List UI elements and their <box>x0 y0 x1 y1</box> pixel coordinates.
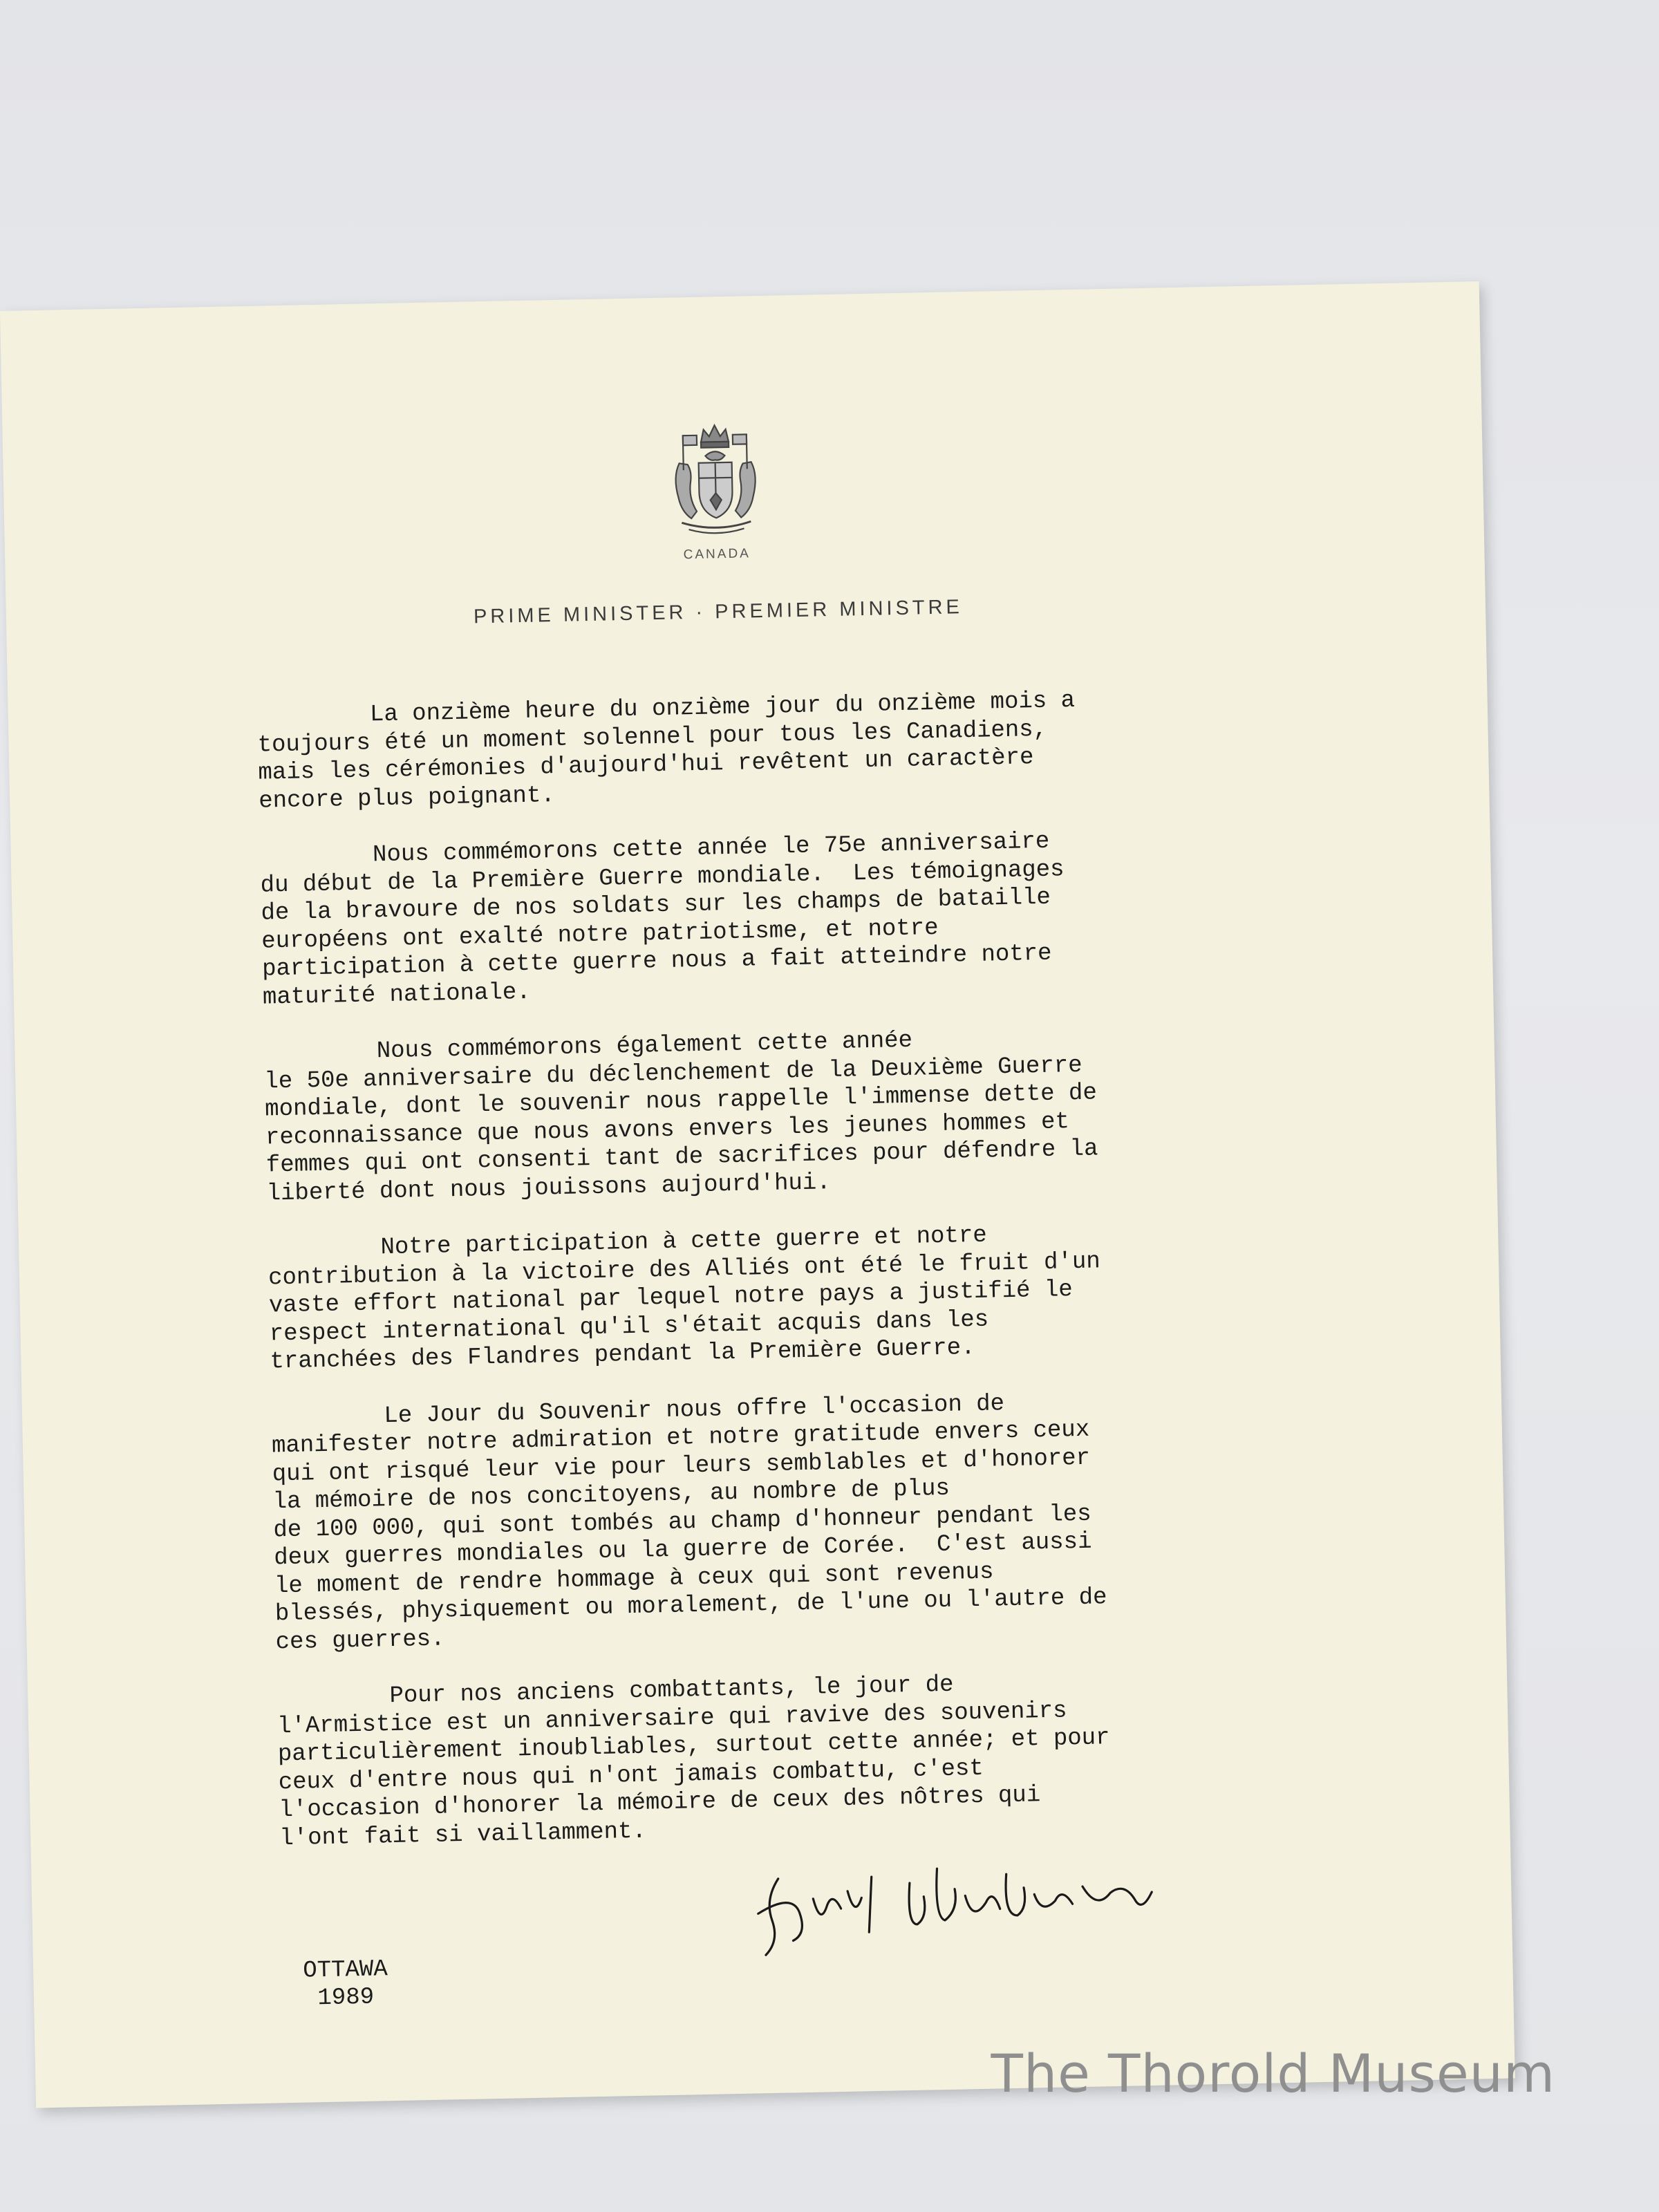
handwritten-signature-icon <box>750 1843 1194 1962</box>
letter-paragraph-3: Nous commémorons également cette année le 50e anniversaire du déclenchement de la Deuxième Guerre mondiale, dont le souvenir nous rappelle l'immense dette de reconnaissance que nous avons envers les jeunes hommes et femmes qui ont consenti tant de sacrifices pour défendre la liberté dont nous jouissons aujourd'hui. <box>263 1027 1098 1208</box>
letter-paragraph-6: Pour nos anciens combattants, le jour de l'Armistice est un anniversaire qui ravive des souvenirs particulièrement inoubliables, surtout cette année; et pour ceux d'entre nous qui n'ont jamais combattu, c'est l'occasion d'honorer la mémoire de ceux des nôtres qui l'ont fait si vaillamment. <box>276 1671 1110 1852</box>
letter-paragraph-4: Notre participation à cette guerre et notre contribution à la victoire des Alliés ont été le fruit d'un vaste effort national par lequel notre pays a justifié le respect international qu'il s'était acquis dans les tranchées des Flandres pendant la Première Guerre. <box>267 1222 1101 1376</box>
closing-location <box>303 1956 388 2012</box>
letterhead-country: CANADA <box>683 546 751 563</box>
closing-city: OTTAWA <box>302 1956 388 1985</box>
letter-sheet <box>0 281 1515 2108</box>
museum-watermark: The Thorold Museum <box>991 2043 1555 2104</box>
letter-paragraph-5: Le Jour du Souvenir nous offre l'occasion de manifester notre admiration et notre gratitude envers ceux qui ont risqué leur vie pour leurs semblables et d'honorer la mémoire de nos concitoyens, au nombre de plus de 100 000, qui sont tombés au champ d'honneur pendant les deux guerres mondiales ou la guerre de Corée. C'est aussi le moment de rendre hommage à ceux qui sont revenus blessés, physiquement ou moralement, de l'une ou l'autre de ces guerres. <box>270 1390 1107 1656</box>
letter-paragraph-2: Nous commémorons cette année le 75e anniversaire du début de la Première Guerre mondiale. Les témoignages de la bravoure de nos soldats sur les champs de bataille européens ont exalté notre patriotisme, et notre participation à cette guerre nous a fait atteindre notre maturité nationale. <box>259 828 1065 1011</box>
letter-paragraph-1: La onzième heure du onzième jour du onzième mois a toujours été un moment solennel pour tous les Canadiens, mais les cérémonies d'aujourd'hui revêtent un caractère encore plus poignant. <box>256 687 1076 815</box>
canada-coat-of-arms-icon <box>659 413 772 540</box>
closing-year: 1989 <box>303 1984 375 2012</box>
letter-body <box>256 683 1289 1881</box>
letterhead-office-title: PRIME MINISTER · PREMIER MINISTRE <box>473 596 964 628</box>
